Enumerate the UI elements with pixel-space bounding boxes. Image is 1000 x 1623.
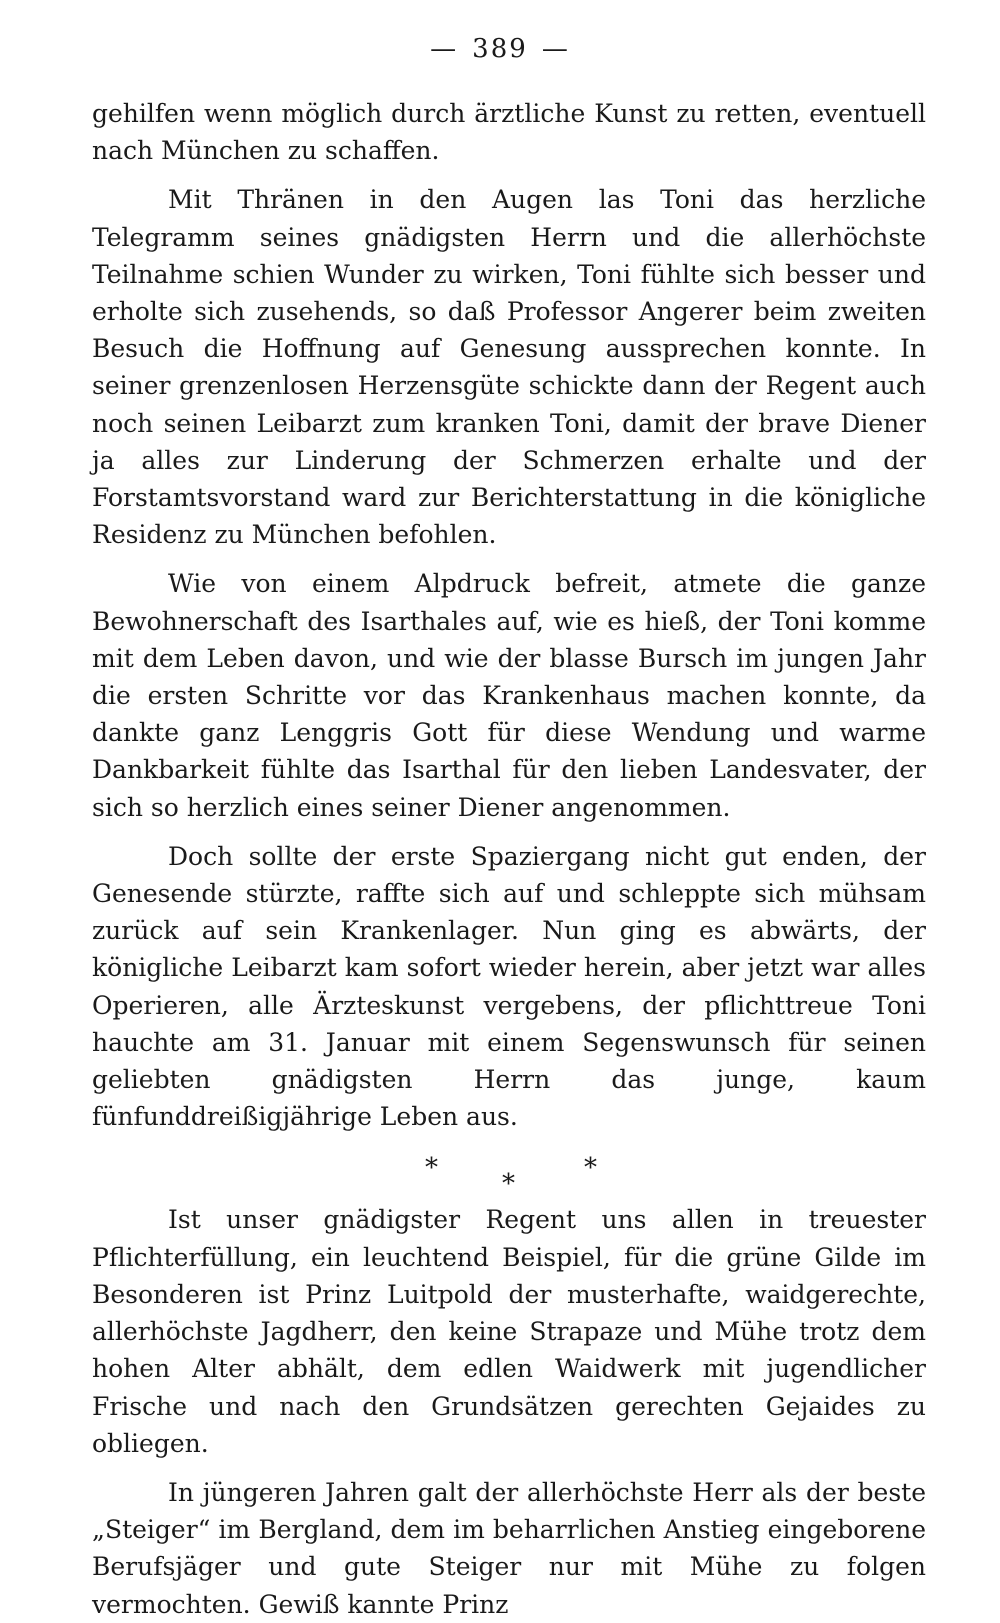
- page-number-header: [0, 34, 1000, 64]
- page-number-right-dash: —: [541, 34, 570, 64]
- paragraph-2: Mit Thränen in den Augen las Toni das herzliche Telegramm seines gnädigsten Herrn und die allerhöchste Teilnahme schien Wunder zu wirken, Toni fühlte sich besser und erholte sich zusehends, so daß Professor Angerer beim zweiten Besuch die Hoffnung auf Genesung aussprechen konnte. In seiner grenzenlosen Herzensgüte schickte dann der Regent auch noch seinen Leibarzt zum kranken Toni, damit der brave Diener ja alles zur Linderung der Schmerzen erhalte und der Forstamtsvorstand ward zur Berichterstattung in die königliche Residenz zu München befohlen.: [92, 185, 926, 550]
- body-text: [92, 95, 926, 1623]
- paragraph-4: Doch sollte der erste Spaziergang nicht gut enden, der Genesende stürzte, raffte sich auf und schleppte sich mühsam zurück auf sein Krankenlager. Nun ging es abwärts, der königliche Leibarzt kam sofort wieder herein, aber jetzt war alles Operieren, alle Ärzteskunst vergebens, der pflichttreue Toni hauchte am 31. Januar mit einem Segenswunsch für seinen geliebten gnädigsten Herrn das junge, kaum fünfunddreißigjährige Leben aus.: [92, 841, 926, 1132]
- page-number: 389: [472, 34, 528, 64]
- paragraph-1: gehilfen wenn möglich durch ärztliche Kunst zu retten, eventuell nach München zu schaffen.: [92, 99, 926, 166]
- page-number-left-dash: —: [430, 34, 459, 64]
- paragraph-6: In jüngeren Jahren galt der allerhöchste Herr als der beste „Steiger“ im Bergland, dem im beharrlichen Anstieg eingeborene Berufsjäger und gute Steiger nur mit Mühe zu folgen vermochten. Gewiß kannte Prinz: [92, 1477, 926, 1619]
- paragraph-3: Wie von einem Alpdruck befreit, atmete die ganze Bewohnerschaft des Isarthales auf, wie es hieß, der Toni komme mit dem Leben davon, und wie der blasse Bursch im jungen Jahr die ersten Schritte vor das Krankenhaus machen konnte, da dankte ganz Lenggris Gott für diese Wendung und warme Dankbarkeit fühlte das Isarthal für den lieben Landesvater, der sich so herzlich eines seiner Diener angenommen.: [92, 569, 926, 822]
- paragraph-5: Ist unser gnädigster Regent uns allen in treuester Pflichterfüllung, ein leuchtend Beispiel, für die grüne Gilde im Besonderen ist Prinz Luitpold der musterhafte, waidgerechte, allerhöchste Jagdherr, den keine Strapaze und Mühe trotz dem hohen Alter abhält, dem edlen Waidwerk mit jugendlicher Frische und nach den Grundsätzen gerechten Gejaides zu obliegen.: [92, 1205, 926, 1458]
- separator-star-right: *: [584, 1153, 597, 1184]
- separator-star-middle: *: [502, 1169, 515, 1200]
- section-separator: [92, 1135, 926, 1201]
- separator-star-left: *: [425, 1153, 438, 1184]
